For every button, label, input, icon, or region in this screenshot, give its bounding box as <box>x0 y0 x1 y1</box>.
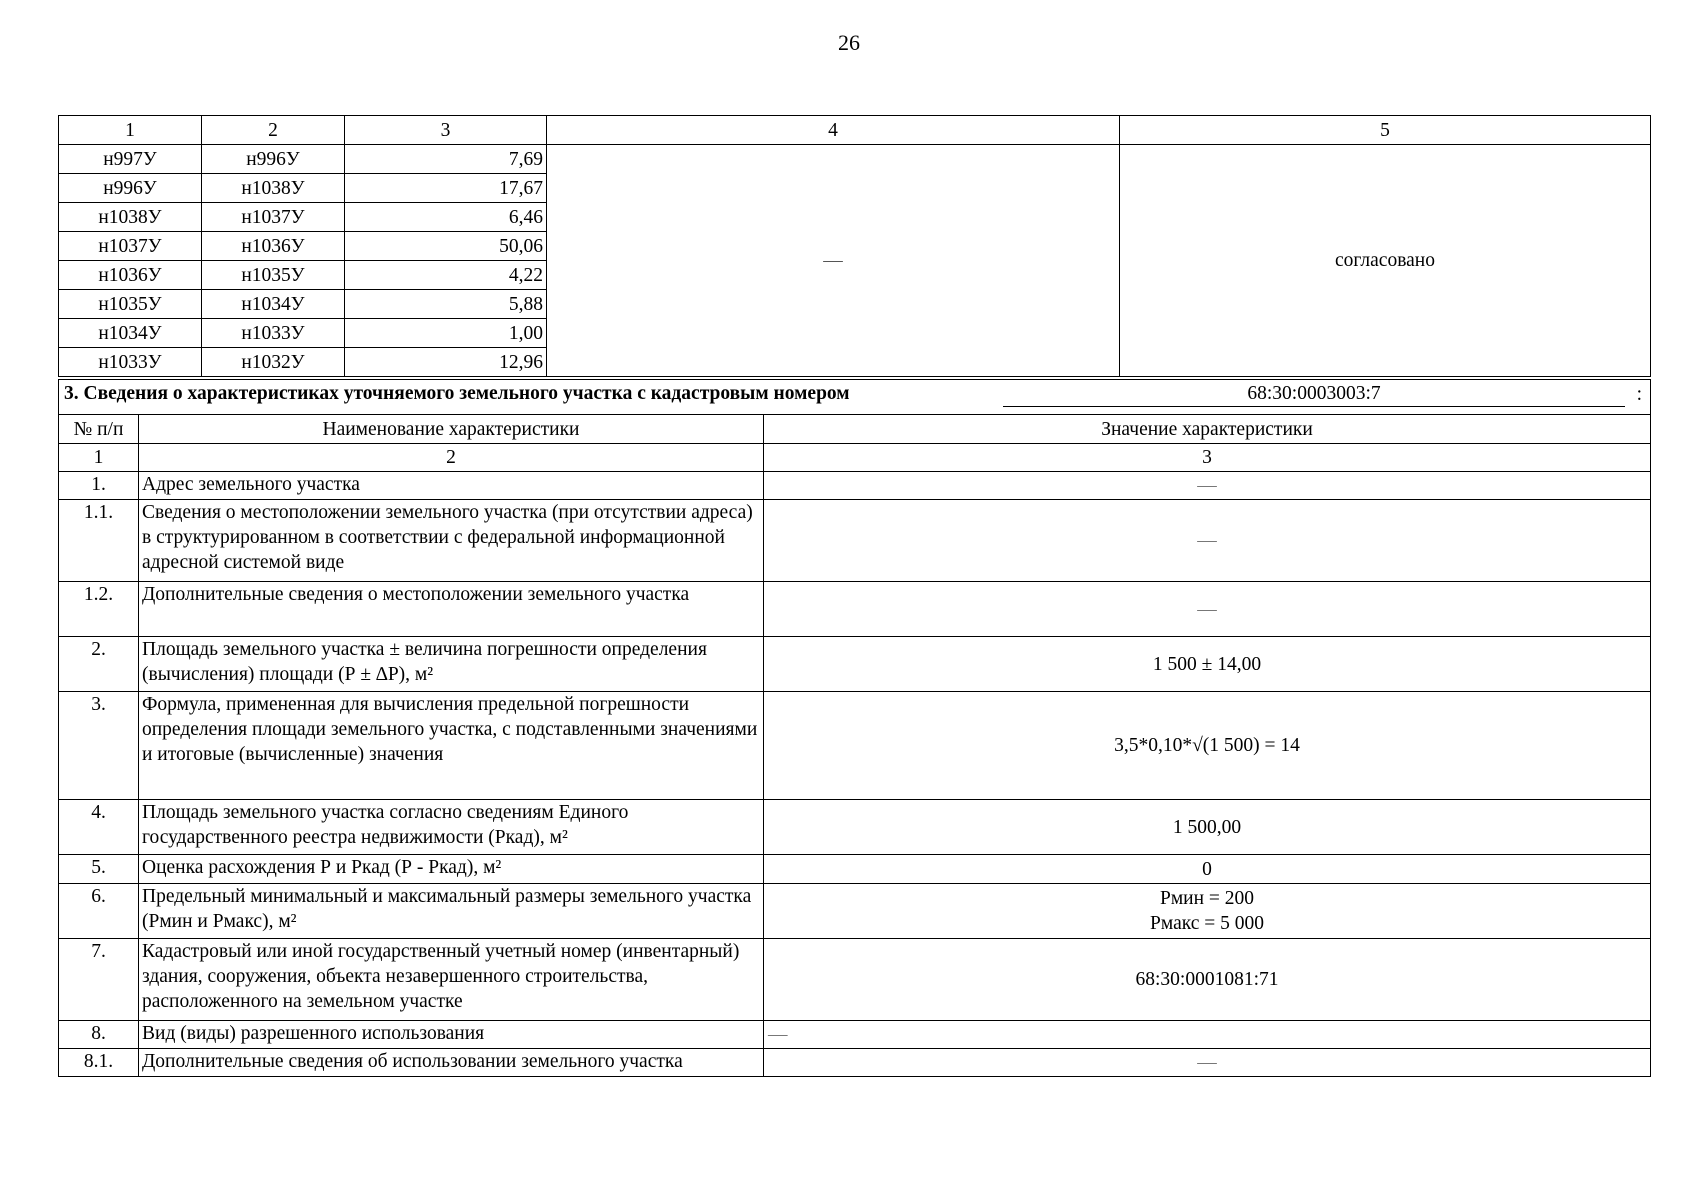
row-number: 5. <box>59 855 139 884</box>
min-area-value: Рмин = 200 <box>1159 888 1255 909</box>
cadastral-number: 68:30:0003003:7 <box>1003 382 1625 407</box>
row-number: 8.1. <box>59 1049 139 1077</box>
max-area-value: Рмакс = 5 000 <box>1150 913 1264 934</box>
agreement-status: согласовано <box>1120 145 1651 377</box>
point-to: н996У <box>202 145 345 174</box>
column-number-1: 1 <box>59 116 202 145</box>
characteristic-name: Кадастровый или иной государственный учетный номер (инвентарный) здания, сооружения, объекта незавершенного строительства, расположенного на земельном участке <box>139 939 764 1021</box>
characteristic-name: Дополнительные сведения о местоположении земельного участка <box>139 582 764 637</box>
point-from: н1034У <box>59 319 202 348</box>
section-heading-row <box>59 380 1651 415</box>
table-row <box>59 1049 1651 1077</box>
table-row <box>59 855 1651 884</box>
point-from: н1035У <box>59 290 202 319</box>
column-number-2: 2 <box>202 116 345 145</box>
column-header-name: Наименование характеристики <box>139 415 764 444</box>
row-number: 1.2. <box>59 582 139 637</box>
row-number: 7. <box>59 939 139 1021</box>
segment-length: 1,00 <box>345 319 547 348</box>
boundary-segments-table <box>58 115 1651 377</box>
point-to: н1038У <box>202 174 345 203</box>
segment-length: 4,22 <box>345 261 547 290</box>
row-number: 6. <box>59 884 139 939</box>
row-number: 3. <box>59 692 139 800</box>
column-number-3: 3 <box>764 444 1651 472</box>
table-row <box>59 637 1651 692</box>
column-number-5: 5 <box>1120 116 1651 145</box>
point-to: н1036У <box>202 232 345 261</box>
table-header-row <box>59 116 1651 145</box>
column-number-3: 3 <box>345 116 547 145</box>
column-number-4: 4 <box>547 116 1120 145</box>
table-row <box>59 500 1651 582</box>
segment-length: 17,67 <box>345 174 547 203</box>
characteristics-table <box>58 379 1651 1077</box>
characteristic-value: 1 500,00 <box>764 800 1651 855</box>
point-from: н1037У <box>59 232 202 261</box>
characteristic-value: — <box>764 1049 1651 1077</box>
table-row <box>59 800 1651 855</box>
row-number: 1.1. <box>59 500 139 582</box>
point-from: н1036У <box>59 261 202 290</box>
table-row <box>59 692 1651 800</box>
point-to: н1034У <box>202 290 345 319</box>
column-header-value: Значение характеристики <box>764 415 1651 444</box>
point-from: н1033У <box>59 348 202 377</box>
page-number: 26 <box>838 30 860 55</box>
column-number-1: 1 <box>59 444 139 472</box>
point-to: н1032У <box>202 348 345 377</box>
row-number: 4. <box>59 800 139 855</box>
characteristic-value-cell <box>764 884 1651 939</box>
characteristic-name: Адрес земельного участка <box>139 472 764 500</box>
characteristic-name: Дополнительные сведения об использовании земельного участка <box>139 1049 764 1077</box>
column-numbers-row <box>59 444 1651 472</box>
table-row <box>59 582 1651 637</box>
row-number: 1. <box>59 472 139 500</box>
characteristic-name: Сведения о местоположении земельного участка (при отсутствии адреса) в структурированном в соответствии с федеральной информационной адресной системой виде <box>139 500 764 582</box>
characteristic-value: — <box>764 582 1651 637</box>
characteristic-value: 68:30:0001081:71 <box>764 939 1651 1021</box>
column-header-number: № п/п <box>59 415 139 444</box>
segment-length: 5,88 <box>345 290 547 319</box>
characteristic-name: Площадь земельного участка согласно сведениям Единого государственного реестра недвижимости (Ркад), м² <box>139 800 764 855</box>
characteristic-name: Предельный минимальный и максимальный размеры земельного участка (Рмин и Рмакс), м² <box>139 884 764 939</box>
table-row <box>59 884 1651 939</box>
characteristic-value: — <box>764 1021 1651 1049</box>
heading-colon: : <box>1636 384 1643 405</box>
column-number-2: 2 <box>139 444 764 472</box>
segment-length: 7,69 <box>345 145 547 174</box>
characteristic-name: Оценка расхождения Р и Ркад (Р - Ркад), м² <box>139 855 764 884</box>
column-4-value: — <box>547 145 1120 377</box>
point-from: н1038У <box>59 203 202 232</box>
point-to: н1033У <box>202 319 345 348</box>
table-row <box>59 1021 1651 1049</box>
point-to: н1037У <box>202 203 345 232</box>
characteristic-value: — <box>764 500 1651 582</box>
row-number: 2. <box>59 637 139 692</box>
characteristic-value: 0 <box>764 855 1651 884</box>
point-from: н996У <box>59 174 202 203</box>
characteristic-name: Вид (виды) разрешенного использования <box>139 1021 764 1049</box>
characteristic-value: — <box>764 472 1651 500</box>
characteristic-value: 1 500 ± 14,00 <box>764 637 1651 692</box>
characteristic-name: Площадь земельного участка ± величина погрешности определения (вычисления) площади (Р ± ∆Р), м² <box>139 637 764 692</box>
segment-length: 50,06 <box>345 232 547 261</box>
segment-length: 6,46 <box>345 203 547 232</box>
segment-length: 12,96 <box>345 348 547 377</box>
point-from: н997У <box>59 145 202 174</box>
row-number: 8. <box>59 1021 139 1049</box>
table-row <box>59 472 1651 500</box>
table-row <box>59 145 1651 174</box>
column-headers-row <box>59 415 1651 444</box>
section-heading: 3. Сведения о характеристиках уточняемого земельного участка с кадастровым номером <box>64 383 850 404</box>
characteristic-value: 3,5*0,10*√(1 500) = 14 <box>764 692 1651 800</box>
characteristic-name: Формула, примененная для вычисления предельной погрешности определения площади земельного участка, с подставленными значениями и итоговые (вычисленные) значения <box>139 692 764 800</box>
point-to: н1035У <box>202 261 345 290</box>
table-row <box>59 939 1651 1021</box>
